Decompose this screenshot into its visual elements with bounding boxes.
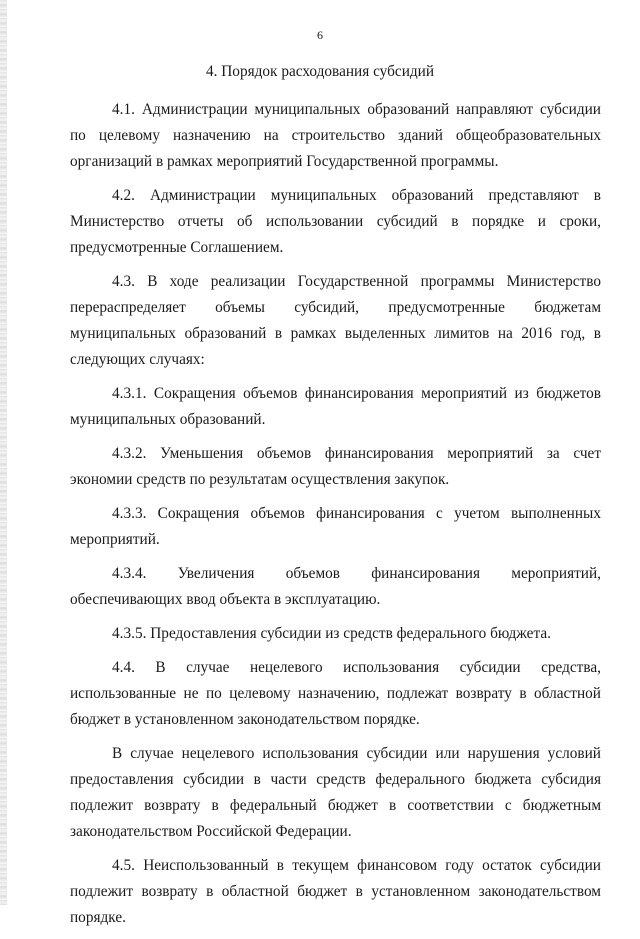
- paragraph-4-4: 4.4. В случае нецелевого использования субсидии средства, использованные не по целевому назначению, подлежат возврату в областной бюджет в установленном законодательством порядке.: [70, 659, 601, 728]
- paragraph-4-5: 4.5. Неиспользованный в текущем финансовом году остаток субсидии подлежит возврату в областной бюджет в установленном законодательством порядке.: [70, 857, 601, 926]
- paragraph-4-3: 4.3. В ходе реализации Государственной программы Министерство перераспределяет объемы субсидий, предусмотренные бюджетам муниципальных образований в рамках выделенных лимитов на 2016 год, в следующих случаях:: [70, 273, 601, 368]
- paragraph-4-3-4: 4.3.4. Увеличения объемов финансирования мероприятий, обеспечивающих ввод объекта в эксплуатацию.: [70, 565, 601, 608]
- document-body: [70, 97, 601, 939]
- paragraph-4-3-5: 4.3.5. Предоставления субсидии из средств федерального бюджета.: [112, 625, 551, 642]
- paragraph-4-1: 4.1. Администрации муниципальных образований направляют субсидии по целевому назначению на строительство зданий общеобразовательных организаций в рамках мероприятий Государственной программы.: [70, 101, 601, 170]
- section-heading: 4. Порядок расходования субсидий: [205, 63, 435, 80]
- paragraph-4-3-2: 4.3.2. Уменьшения объемов финансирования мероприятий за счет экономии средств по результатам осуществления закупок.: [70, 445, 601, 488]
- paragraph-4-2: 4.2. Администрации муниципальных образований представляют в Министерство отчеты об использовании субсидий в порядке и сроки, предусмотренные Соглашением.: [70, 187, 601, 256]
- paragraph-4-3-1: 4.3.1. Сокращения объемов финансирования мероприятий из бюджетов муниципальных образований.: [70, 385, 601, 428]
- paragraph-4-3-3: 4.3.3. Сокращения объемов финансирования с учетом выполненных мероприятий.: [70, 505, 601, 548]
- paragraph-4-4-federal: В случае нецелевого использования субсидии или нарушения условий предоставления субсидии в части средств федерального бюджета субсидия подлежит возврату в федеральный бюджет в соответствии с бюджетным законодательством Российской Федерации.: [70, 745, 601, 840]
- page-number: 6: [317, 28, 323, 42]
